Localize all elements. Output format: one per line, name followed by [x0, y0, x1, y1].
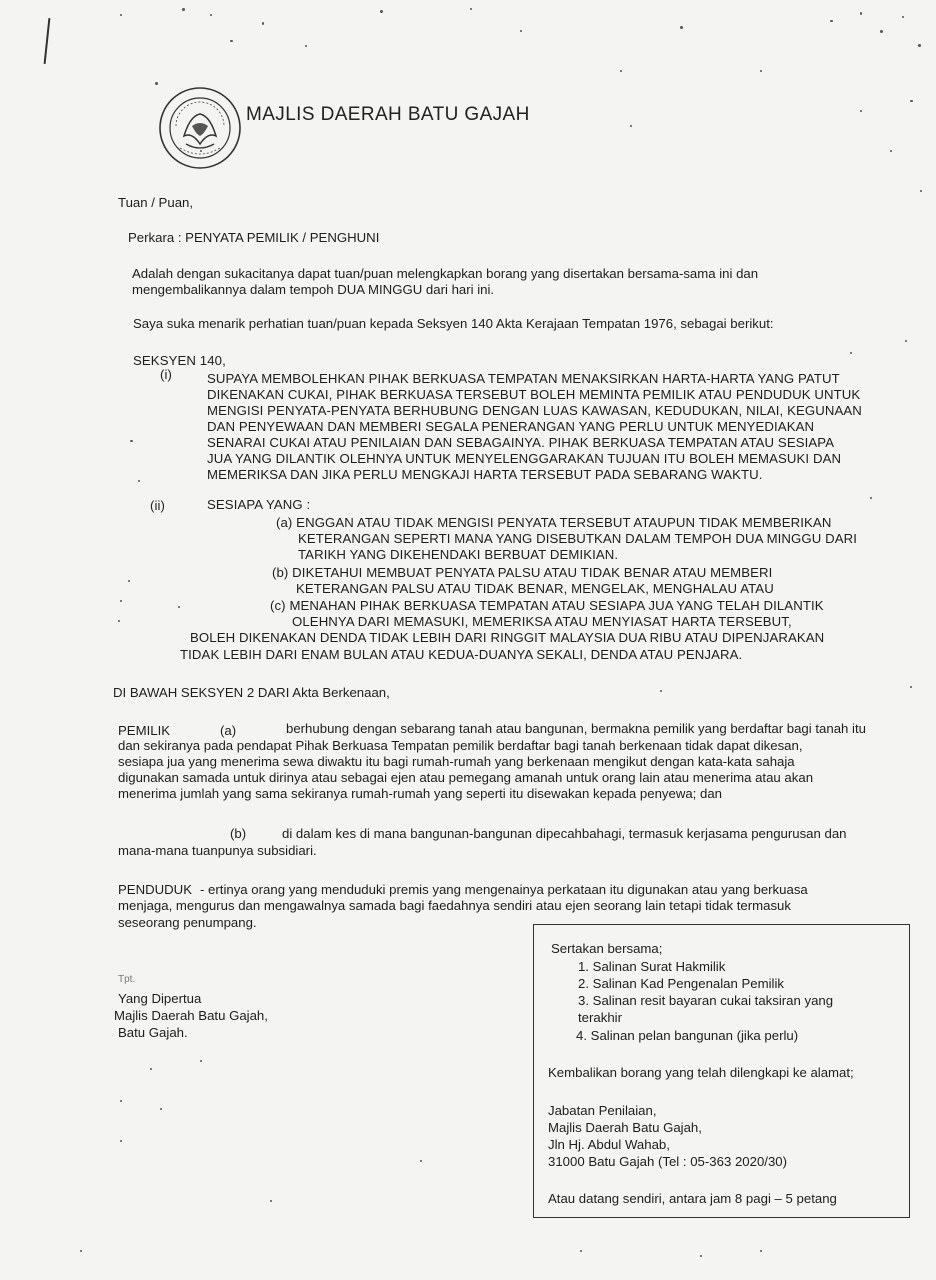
pen-mark: [44, 18, 51, 64]
item-i-line: MEMERIKSA DAN JIKA PERLU MENGKAJI HARTA TERSEBUT PADA SEBARANG WAKTU.: [207, 467, 763, 482]
address-line: Majlis Daerah Batu Gajah,: [548, 1120, 702, 1135]
signature-line: Yang Dipertua: [118, 991, 202, 1006]
section-heading: SEKSYEN 140,: [133, 353, 226, 368]
pemilik-b-first: di dalam kes di mana bangunan-bangunan dipecahbahagi, termasuk kerjasama pengurusan dan: [282, 826, 847, 841]
item-i-line: SUPAYA MEMBOLEHKAN PIHAK BERKUASA TEMPATAN MENAKSIRKAN HARTA-HARTA YANG PATUT: [207, 371, 840, 386]
enclosure-item: terakhir: [578, 1010, 622, 1025]
item-i-label: (i): [160, 367, 173, 382]
sub-item-b-line: KETERANGAN PALSU ATAU TIDAK BENAR, MENGELAK, MENGHALAU ATAU: [296, 581, 774, 596]
sub-item-c-line: (c) MENAHAN PIHAK BERKUASA TEMPATAN ATAU SESIAPA JUA YANG TELAH DILANTIK: [270, 598, 824, 613]
sub-item-a-line: KETERANGAN SEPERTI MANA YANG DISEBUTKAN DALAM TEMPOH DUA MINGGU DARI: [298, 531, 858, 546]
intro-line-2: mengembalikannya dalam tempoh DUA MINGGU dari hari ini.: [132, 282, 495, 297]
pemilik-a-line: dan sekiranya pada pendapat Pihak Berkuasa Tempatan pemilik berdaftar bagi tanah berkenaan tidak dapat dikesan,: [118, 738, 803, 753]
item-i-line: MENGISI PENYATA-PENYATA BERHUBUNG DENGAN LUAS KAWASAN, KEDUDUKAN, NILAI, KEGUNAAN: [207, 403, 862, 418]
signature-line: Batu Gajah.: [118, 1025, 188, 1040]
penduduk-line: seseorang penumpang.: [118, 915, 257, 930]
pemilik-a-label: (a): [220, 723, 237, 738]
enclosure-item: 1. Salinan Surat Hakmilik: [578, 959, 726, 974]
enclosure-item: 2. Salinan Kad Pengenalan Pemilik: [578, 976, 785, 991]
item-i-line: DIKENAKAN CUKAI, PIHAK BERKUASA TERSEBUT BOLEH MEMINTA PEMILIK ATAU PENDUDUK UNTUK: [207, 387, 861, 402]
salutation: Tuan / Puan,: [118, 195, 194, 210]
office-hours: Atau datang sendiri, antara jam 8 pagi – 5 petang: [548, 1191, 837, 1206]
item-ii-intro: SESIAPA YANG :: [207, 497, 311, 512]
subject-line: Perkara : PENYATA PEMILIK / PENGHUNI: [128, 230, 380, 245]
penduduk-line: menjaga, mengurus dan mengawalnya samada bagi faedahnya sendiri atau ejen seorang lain tetapi tidak termasuk: [118, 898, 791, 913]
signature-initial: Tpt.: [118, 974, 136, 985]
pemilik-a-line: menerima jumlah yang sama sekiranya rumah-rumah yang seperti itu disewakan kepada penyewa; dan: [118, 786, 723, 801]
sub-item-a-line: TARIKH YANG DIKEHENDAKI BERBUAT DEMIKIAN.: [298, 547, 619, 562]
enclosure-item: 3. Salinan resit bayaran cukai taksiran yang: [578, 993, 834, 1008]
item-i-line: DAN PENYEWAAN DAN MEMBERI SEGALA PENERANGAN YANG PERLU UNTUK MENYEDIAKAN: [207, 419, 815, 434]
item-ii-label: (ii): [150, 498, 166, 513]
section-2-heading: DI BAWAH SEKSYEN 2 DARI Akta Berkenaan,: [113, 685, 390, 700]
penalty-line: TIDAK LEBIH DARI ENAM BULAN ATAU KEDUA-DUANYA SEKALI, DENDA ATAU PENJARA.: [180, 647, 743, 662]
intro-line-1: Adalah dengan sukacitanya dapat tuan/puan melengkapkan borang yang disertakan bersama-sama ini dan: [132, 266, 759, 281]
penduduk-first: - ertinya orang yang menduduki premis yang mengenainya perkataan itu digunakan atau yang berkuasa: [200, 882, 808, 897]
penduduk-label: PENDUDUK: [118, 882, 193, 897]
pemilik-a-line: digunakan samada untuk dirinya atau sebagai ejen atau pemegang amanah untuk orang lain atau menerima atau akan: [118, 770, 814, 785]
sub-item-a-line: (a) ENGGAN ATAU TIDAK MENGISI PENYATA TERSEBUT ATAUPUN TIDAK MEMBERIKAN: [276, 515, 832, 530]
pemilik-label: PEMILIK: [118, 723, 171, 738]
council-seal-logo: [158, 86, 242, 170]
item-i-line: JUA YANG DILANTIK OLEHNYA UNTUK MENYELENGGARAKAN TUJUAN ITU BOLEH MEMASUKI DAN: [207, 451, 842, 466]
address-line: Jabatan Penilaian,: [548, 1103, 657, 1118]
return-note: Kembalikan borang yang telah dilengkapi ke alamat;: [548, 1065, 854, 1080]
pemilik-a-line: sesiapa jua yang menerima sewa diwaktu itu bagi rumah-rumah yang berkenaan mengikut dengan kata-kata sahaja: [118, 754, 795, 769]
enclosure-box: [533, 924, 910, 1218]
item-i-line: SENARAI CUKAI ATAU PENILAIAN DAN SEBAGAINYA. PIHAK BERKUASA TEMPATAN ATAU SESIAPA: [207, 435, 835, 450]
organization-title: MAJLIS DAERAH BATU GAJAH: [246, 104, 530, 125]
pemilik-b-second: mana-mana tuanpunya subsidiari.: [118, 843, 317, 858]
sub-item-b-line: (b) DIKETAHUI MEMBUAT PENYATA PALSU ATAU TIDAK BENAR ATAU MEMBERI: [272, 565, 773, 580]
penalty-line: BOLEH DIKENAKAN DENDA TIDAK LEBIH DARI RINGGIT MALAYSIA DUA RIBU ATAU DIPENJARAKAN: [190, 630, 825, 645]
pemilik-b-label: (b): [230, 826, 247, 841]
signature-line: Majlis Daerah Batu Gajah,: [114, 1008, 268, 1023]
sub-item-c-line: OLEHNYA DARI MEMASUKI, MEMERIKSA ATAU MENYIASAT HARTA TERSEBUT,: [292, 614, 792, 629]
pemilik-a-first: berhubung dengan sebarang tanah atau bangunan, bermakna pemilik yang berdaftar bagi tanah itu: [286, 721, 866, 736]
address-line: 31000 Batu Gajah (Tel : 05-363 2020/30): [548, 1154, 788, 1169]
address-line: Jln Hj. Abdul Wahab,: [548, 1137, 670, 1152]
enclosure-item: 4. Salinan pelan bangunan (jika perlu): [576, 1028, 799, 1043]
attention-line: Saya suka menarik perhatian tuan/puan kepada Seksyen 140 Akta Kerajaan Tempatan 1976, sebagai berikut:: [133, 316, 774, 331]
enclosure-heading: Sertakan bersama;: [551, 941, 663, 956]
